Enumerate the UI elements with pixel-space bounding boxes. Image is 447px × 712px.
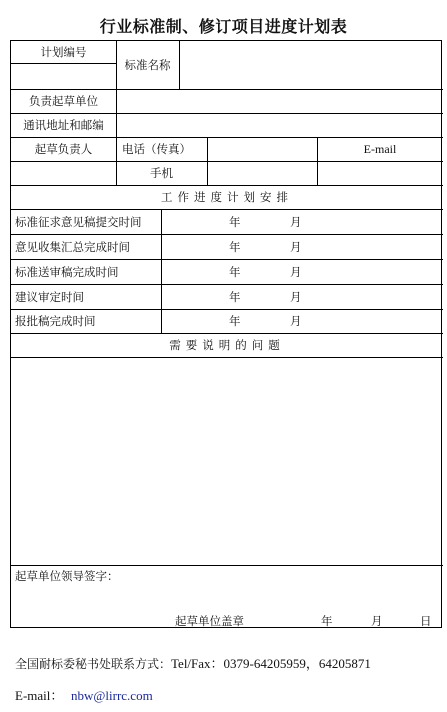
- schedule-month: 月: [290, 265, 302, 279]
- page-title: 行业标准制、修订项目进度计划表: [99, 17, 348, 36]
- schedule-year: 年: [229, 265, 241, 279]
- schedule-row-label: 报批稿完成时间: [15, 314, 96, 328]
- plan-number-field[interactable]: [11, 63, 116, 89]
- issues-header: 需要说明的问题: [169, 338, 285, 352]
- row-divider: [11, 259, 443, 260]
- contact-line: [15, 653, 371, 672]
- leader-signature-label: 起草单位领导签字：: [15, 569, 119, 583]
- sign-month: 月: [371, 614, 383, 628]
- schedule-row-label: 标准送审稿完成时间: [15, 265, 119, 279]
- schedule-year: 年: [229, 240, 241, 254]
- standard-name-label: 标准名称: [124, 58, 171, 72]
- progress-plan-form: [10, 40, 442, 628]
- footer-email-label: E-mail：: [15, 688, 64, 703]
- issues-text-area[interactable]: [11, 357, 443, 565]
- row-divider: [11, 185, 443, 186]
- tel-label: Tel/Fax：: [171, 656, 224, 671]
- schedule-year: 年: [229, 215, 241, 229]
- phone-field[interactable]: [207, 137, 317, 161]
- row-divider: [11, 209, 443, 210]
- sign-year: 年: [321, 614, 333, 628]
- plan-number-label: 计划编号: [40, 45, 87, 59]
- seal-label: 起草单位盖章: [175, 614, 244, 628]
- schedule-month: 月: [290, 314, 302, 328]
- email-line: [15, 685, 153, 704]
- drafter-label: 起草负责人: [34, 142, 93, 156]
- mobile-label: 手机: [150, 166, 173, 180]
- sign-day: 日: [420, 614, 432, 628]
- email-field[interactable]: [317, 161, 443, 185]
- drafting-unit-field[interactable]: [116, 89, 443, 113]
- drafting-unit-label: 负责起草单位: [29, 94, 98, 108]
- row-divider: [11, 234, 443, 235]
- standard-name-field[interactable]: [179, 41, 443, 89]
- mobile-field[interactable]: [207, 161, 317, 185]
- schedule-month: 月: [290, 240, 302, 254]
- address-field[interactable]: [116, 113, 443, 137]
- row-divider: [11, 309, 443, 310]
- col-divider: [116, 137, 117, 161]
- col-divider: [161, 209, 162, 334]
- tel-numbers: 0379-64205959，64205871: [223, 656, 371, 671]
- email-label: E-mail: [363, 142, 397, 156]
- schedule-month: 月: [290, 215, 302, 229]
- schedule-year: 年: [229, 314, 241, 328]
- row-divider: [11, 284, 443, 285]
- schedule-header: 工作进度计划安排: [161, 190, 293, 204]
- row-divider: [11, 565, 443, 566]
- schedule-month: 月: [290, 290, 302, 304]
- address-label: 通讯地址和邮编: [23, 118, 104, 132]
- schedule-row-label: 意见收集汇总完成时间: [15, 240, 130, 254]
- schedule-row-label: 标准征求意见稿提交时间: [15, 215, 142, 229]
- phone-label: 电话（传真）: [122, 142, 191, 156]
- footer-email-link[interactable]: nbw@lirrc.com: [71, 688, 153, 703]
- schedule-row-label: 建议审定时间: [15, 290, 84, 304]
- contact-prefix: 全国耐标委秘书处联系方式：: [15, 657, 172, 671]
- row-divider: [11, 333, 443, 334]
- schedule-year: 年: [229, 290, 241, 304]
